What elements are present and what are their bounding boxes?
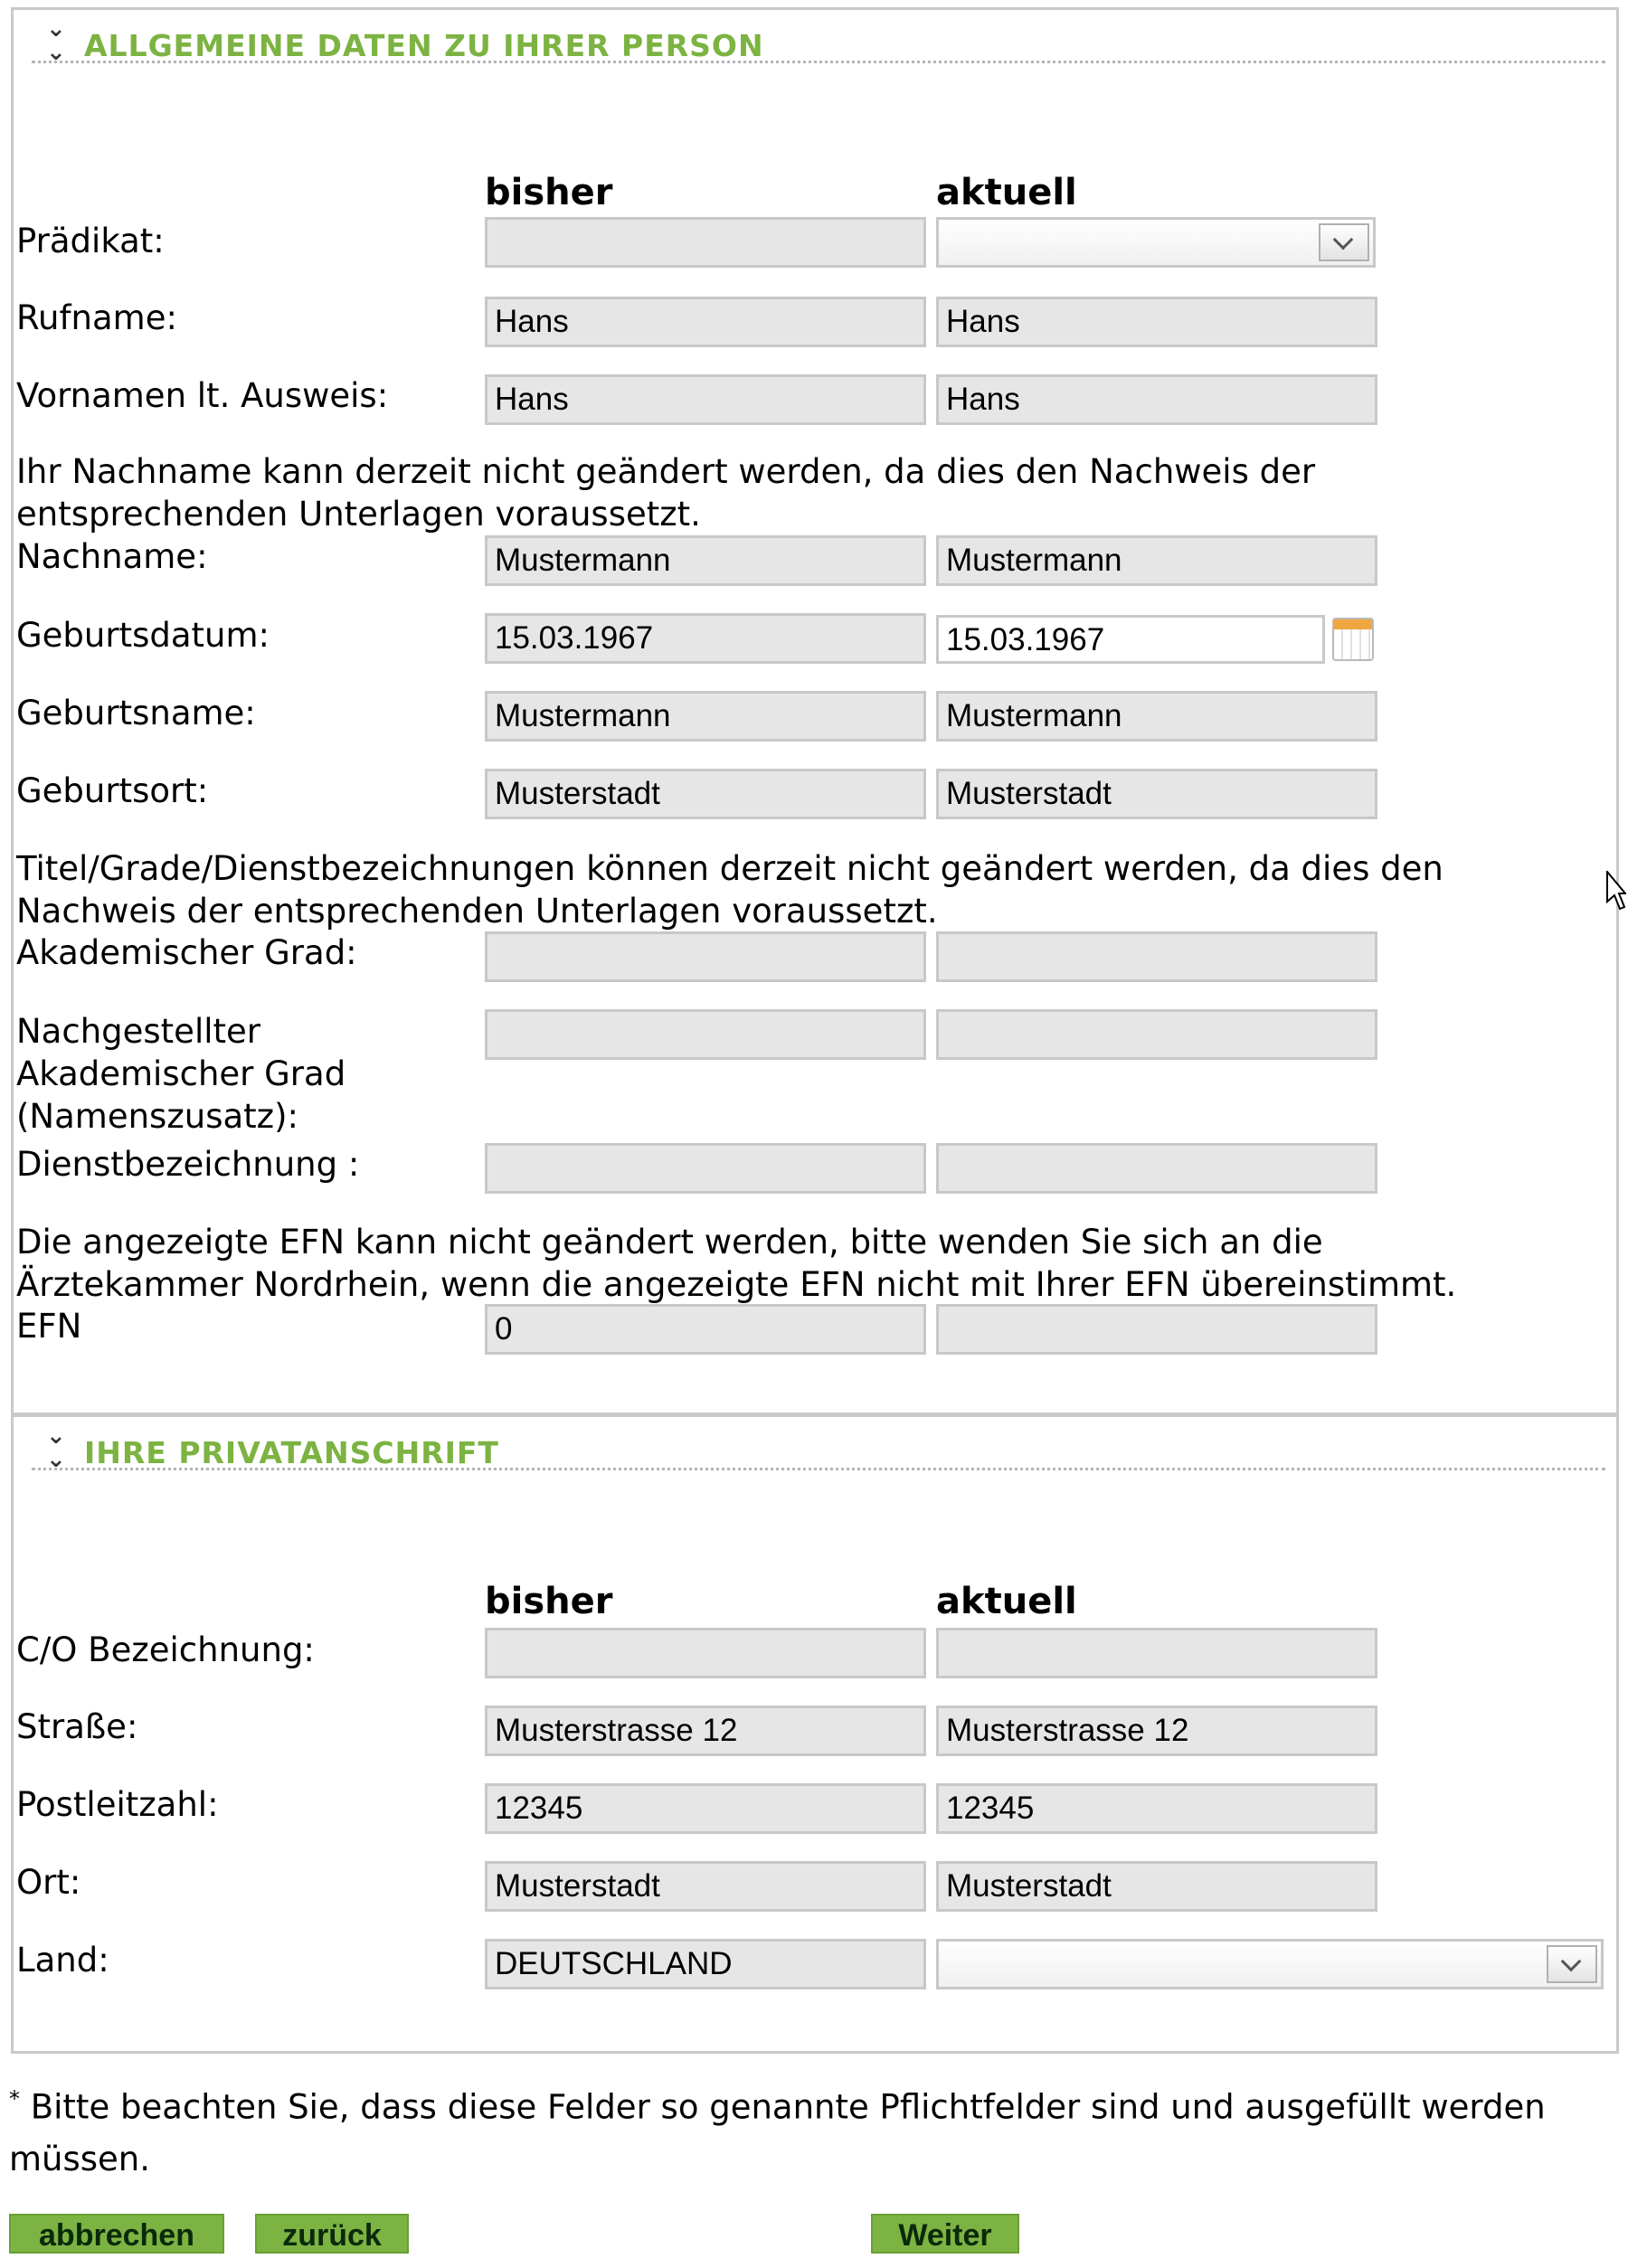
mandatory-fields-note (9, 2073, 1601, 2186)
note-nachname-line1: Ihr Nachname kann derzeit nicht geändert werden, da dies den Nachweis der (16, 452, 1316, 491)
geburtsort-previous-field: Musterstadt (485, 769, 926, 819)
section-header-address[interactable] (32, 1417, 1605, 1473)
akad-grad-previous-field (485, 931, 926, 982)
column-header-current: aktuell (936, 172, 1077, 213)
geburtsdatum-previous-field: 15.03.1967 (485, 613, 926, 664)
dienstbezeichnung-current-field (936, 1143, 1377, 1194)
label-co: C/O Bezeichnung: (16, 1630, 315, 1669)
nachname-current-field: Mustermann (936, 535, 1377, 586)
section-title-personal: ALLGEMEINE DATEN ZU IHRER PERSON (84, 28, 764, 63)
land-select[interactable] (936, 1939, 1604, 1989)
nachgestellter-grad-current-field (936, 1009, 1377, 1060)
dienstbezeichnung-previous-field (485, 1143, 926, 1194)
land-previous-field: DEUTSCHLAND (485, 1939, 926, 1989)
label-plz: Postleitzahl: (16, 1785, 219, 1824)
footnote-marker: * (9, 2086, 20, 2112)
note-titel-line2: Nachweis der entsprechenden Unterlagen voraussetzt. (16, 892, 938, 931)
cancel-button[interactable]: abbrechen (9, 2214, 224, 2254)
geburtsname-previous-field: Mustermann (485, 691, 926, 742)
address-column-header-previous: bisher (485, 1581, 613, 1622)
double-chevron-down-icon[interactable]: ⌄ ⌄ (46, 1422, 61, 1473)
praedikat-previous-field (485, 217, 926, 268)
label-strasse: Straße: (16, 1707, 138, 1746)
label-efn: EFN (16, 1307, 82, 1346)
label-vornamen: Vornamen lt. Ausweis: (16, 376, 389, 415)
label-praedikat: Prädikat: (16, 222, 165, 260)
nachgestellter-grad-previous-field (485, 1009, 926, 1060)
akad-grad-current-field (936, 931, 1377, 982)
nachname-previous-field: Mustermann (485, 535, 926, 586)
back-button[interactable]: zurück (255, 2214, 409, 2254)
label-land: Land: (16, 1941, 109, 1980)
label-nachname: Nachname: (16, 537, 208, 576)
column-header-previous: bisher (485, 172, 613, 213)
plz-previous-field: 12345 (485, 1783, 926, 1834)
label-nachgestellter-grad-line3: (Namenszusatz): (16, 1097, 298, 1136)
co-current-field[interactable] (936, 1628, 1377, 1678)
label-ort: Ort: (16, 1863, 81, 1902)
note-efn-line2: Ärztekammer Nordrhein, wenn die angezeigte EFN nicht mit Ihrer EFN übereinstimmt. (16, 1265, 1457, 1304)
label-rufname: Rufname: (16, 298, 177, 337)
label-akad-grad: Akademischer Grad: (16, 933, 357, 972)
praedikat-select[interactable] (936, 217, 1376, 268)
strasse-current-field[interactable]: Musterstrasse 12 (936, 1706, 1377, 1756)
strasse-previous-field: Musterstrasse 12 (485, 1706, 926, 1756)
label-nachgestellter-grad-line1: Nachgestellter (16, 1012, 260, 1051)
footnote-text: Bitte beachten Sie, dass diese Felder so genannte Pflichtfelder sind und ausgefüllt werden müssen. (9, 2087, 1546, 2179)
label-geburtsort: Geburtsort: (16, 771, 209, 810)
label-dienstbezeichnung: Dienstbezeichnung : (16, 1145, 360, 1184)
geburtsort-current-field[interactable]: Musterstadt (936, 769, 1377, 819)
next-button[interactable]: Weiter (871, 2214, 1019, 2254)
vornamen-previous-field: Hans (485, 374, 926, 425)
rufname-current-field[interactable]: Hans (936, 297, 1377, 347)
vornamen-current-field[interactable]: Hans (936, 374, 1377, 425)
note-efn-line1: Die angezeigte EFN kann nicht geändert werden, bitte wenden Sie sich an die (16, 1223, 1323, 1262)
geburtsdatum-current-input[interactable]: 15.03.1967 (936, 615, 1325, 664)
double-chevron-down-icon[interactable]: ⌄ ⌄ (46, 15, 61, 66)
efn-previous-field: 0 (485, 1304, 926, 1355)
ort-previous-field: Musterstadt (485, 1861, 926, 1912)
efn-current-field (936, 1304, 1377, 1355)
chevron-down-icon[interactable] (1319, 223, 1369, 261)
label-geburtsname: Geburtsname: (16, 694, 256, 732)
note-nachname-line2: entsprechenden Unterlagen voraussetzt. (16, 495, 701, 534)
calendar-icon[interactable] (1332, 618, 1374, 661)
plz-current-field[interactable]: 12345 (936, 1783, 1377, 1834)
label-geburtsdatum: Geburtsdatum: (16, 616, 270, 655)
ort-current-field[interactable]: Musterstadt (936, 1861, 1377, 1912)
label-nachgestellter-grad-line2: Akademischer Grad (16, 1054, 346, 1093)
section-header-personal[interactable] (32, 10, 1605, 66)
mouse-pointer-icon (1606, 871, 1626, 912)
address-column-header-current: aktuell (936, 1581, 1077, 1622)
rufname-previous-field: Hans (485, 297, 926, 347)
chevron-down-icon[interactable] (1547, 1945, 1597, 1983)
section-title-address: IHRE PRIVATANSCHRIFT (84, 1435, 499, 1470)
geburtsname-current-field[interactable]: Mustermann (936, 691, 1377, 742)
co-previous-field (485, 1628, 926, 1678)
note-titel-line1: Titel/Grade/Dienstbezeichnungen können derzeit nicht geändert werden, da dies den (16, 849, 1443, 888)
